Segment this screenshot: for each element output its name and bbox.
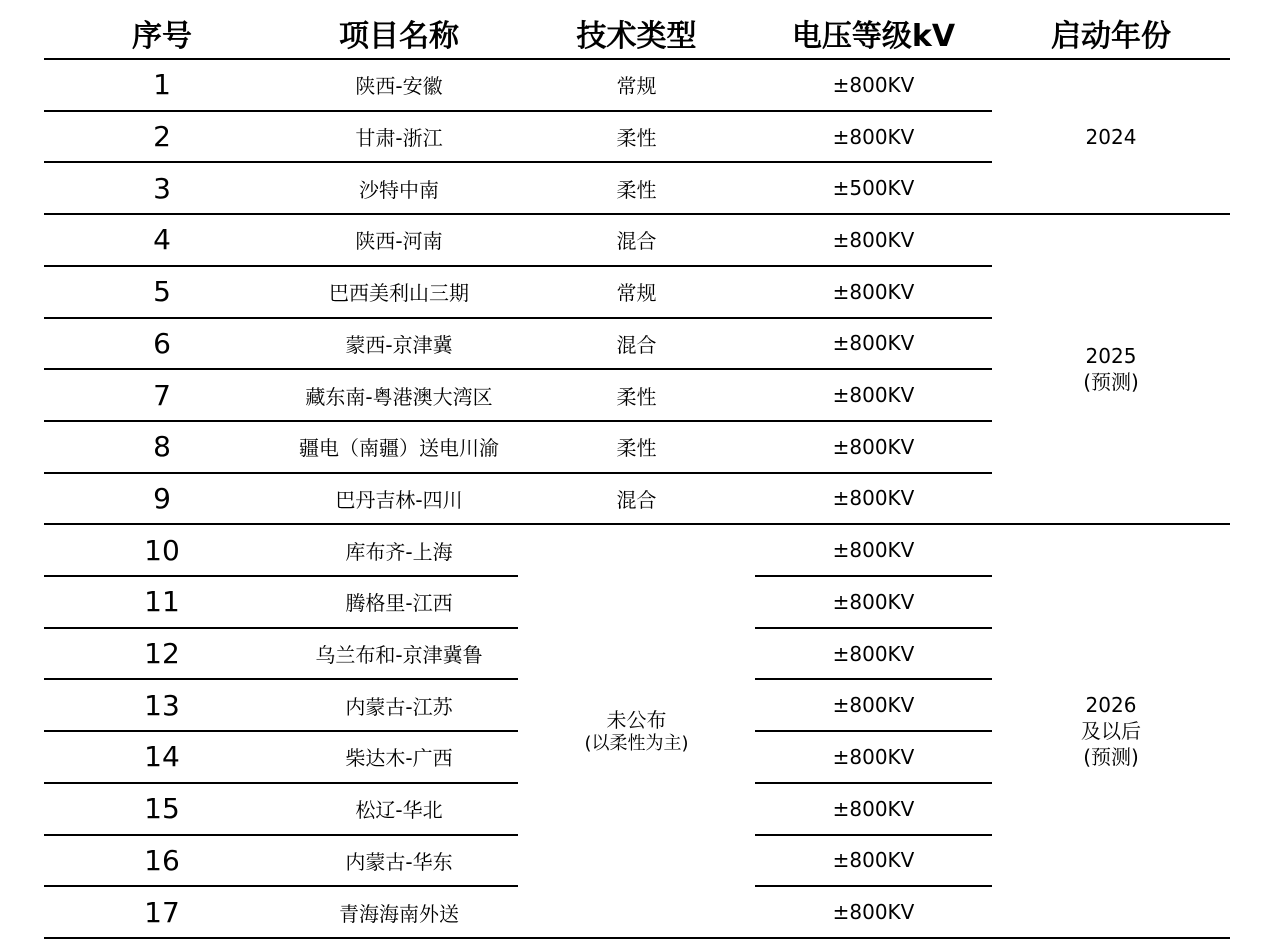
cell-index: 4 (153, 223, 171, 257)
cell-index: 14 (144, 740, 180, 774)
cell-tech: 柔性 (616, 384, 657, 409)
header-name: 项目名称 (339, 19, 459, 54)
cell-voltage: ±800KV (832, 124, 915, 149)
cell-name: 巴丹吉林-四川 (335, 487, 463, 512)
year-group-line1: 2025 (1085, 344, 1137, 369)
cell-tech: 柔性 (616, 126, 657, 151)
tech-merged-line2: (以柔性为主) (584, 733, 689, 755)
row-divider (44, 730, 518, 732)
year-group (992, 59, 1230, 214)
cell-voltage: ±800KV (832, 72, 915, 97)
cell-index: 5 (153, 275, 171, 309)
cell-name: 陕西-河南 (355, 229, 443, 254)
row-divider (755, 730, 992, 732)
cell-name: 甘肃-浙江 (355, 126, 443, 151)
header-index: 序号 (132, 19, 192, 54)
cell-name: 藏东南-粤港澳大湾区 (305, 384, 493, 409)
tech-merged-line1: 未公布 (606, 708, 667, 733)
cell-name: 腾格里-江西 (345, 591, 453, 616)
cell-name: 内蒙古-华东 (345, 849, 453, 874)
row-divider (44, 885, 518, 887)
year-group-line2: (预测) (1083, 370, 1139, 395)
year-group-line1: 2026 (1085, 693, 1137, 718)
cell-index: 7 (153, 378, 171, 412)
year-group (992, 524, 1230, 938)
row-divider (755, 885, 992, 887)
cell-index: 12 (144, 637, 180, 671)
cell-tech: 柔性 (616, 177, 657, 202)
cell-voltage: ±800KV (832, 693, 915, 718)
cell-index: 10 (144, 533, 180, 567)
cell-index: 13 (144, 688, 180, 722)
cell-index: 8 (153, 430, 171, 464)
cell-voltage: ±800KV (832, 279, 915, 304)
cell-name: 松辽-华北 (355, 798, 443, 823)
cell-name: 库布齐-上海 (345, 539, 453, 564)
header-year: 启动年份 (1051, 19, 1171, 54)
cell-voltage: ±800KV (832, 434, 915, 459)
row-divider (755, 782, 992, 784)
row-divider (44, 575, 518, 577)
cell-voltage: ±500KV (832, 176, 915, 201)
row-divider (44, 782, 518, 784)
row-divider (44, 627, 518, 629)
cell-voltage: ±800KV (832, 900, 915, 925)
cell-name: 乌兰布和-京津冀鲁 (315, 643, 483, 668)
cell-name: 陕西-安徽 (355, 74, 443, 99)
cell-voltage: ±800KV (832, 641, 915, 666)
cell-name: 沙特中南 (359, 177, 439, 202)
cell-index: 2 (153, 120, 171, 154)
year-group (992, 214, 1230, 524)
year-group-line2: 及以后 (1081, 719, 1141, 744)
row-divider (44, 834, 518, 836)
row-divider (755, 575, 992, 577)
header-tech: 技术类型 (576, 19, 697, 54)
cell-voltage: ±800KV (832, 538, 915, 563)
year-group-line1: 2024 (1085, 124, 1137, 149)
cell-voltage: ±800KV (832, 331, 915, 356)
cell-voltage: ±800KV (832, 227, 915, 252)
cell-index: 6 (153, 326, 171, 360)
cell-index: 9 (153, 481, 171, 515)
cell-tech: 常规 (616, 281, 657, 306)
cell-voltage: ±800KV (832, 744, 915, 769)
cell-voltage: ±800KV (832, 486, 915, 511)
cell-index: 15 (144, 792, 180, 826)
row-divider (755, 627, 992, 629)
cell-voltage: ±800KV (832, 848, 915, 873)
row-divider (44, 110, 992, 112)
cell-tech: 混合 (616, 229, 657, 254)
row-divider (44, 678, 518, 680)
cell-index: 16 (144, 843, 180, 877)
cell-index: 3 (153, 171, 171, 205)
cell-index: 17 (144, 895, 180, 929)
row-divider (44, 161, 992, 163)
row-divider (755, 834, 992, 836)
cell-index: 11 (144, 585, 180, 619)
cell-index: 1 (153, 68, 171, 102)
header-voltage: 电压等级kV (791, 19, 956, 54)
cell-name: 巴西美利山三期 (329, 281, 469, 306)
cell-voltage: ±800KV (832, 383, 915, 408)
tech-merged-cell (518, 524, 755, 938)
cell-voltage: ±800KV (832, 796, 915, 821)
year-group-line3: (预测) (1083, 745, 1139, 770)
row-divider (44, 420, 992, 422)
row-divider (44, 265, 992, 267)
cell-voltage: ±800KV (832, 589, 915, 614)
cell-name: 蒙西-京津冀 (345, 332, 453, 357)
cell-name: 内蒙古-江苏 (345, 694, 453, 719)
cell-name: 疆电（南疆）送电川渝 (299, 436, 499, 461)
row-divider (44, 472, 992, 474)
cell-tech: 柔性 (616, 436, 657, 461)
cell-tech: 混合 (616, 487, 657, 512)
cell-tech: 常规 (616, 74, 657, 99)
cell-name: 青海海南外送 (339, 901, 459, 926)
cell-name: 柴达木-广西 (345, 746, 453, 771)
cell-tech: 混合 (616, 332, 657, 357)
row-divider (755, 678, 992, 680)
row-divider (44, 368, 992, 370)
row-divider (44, 317, 992, 319)
